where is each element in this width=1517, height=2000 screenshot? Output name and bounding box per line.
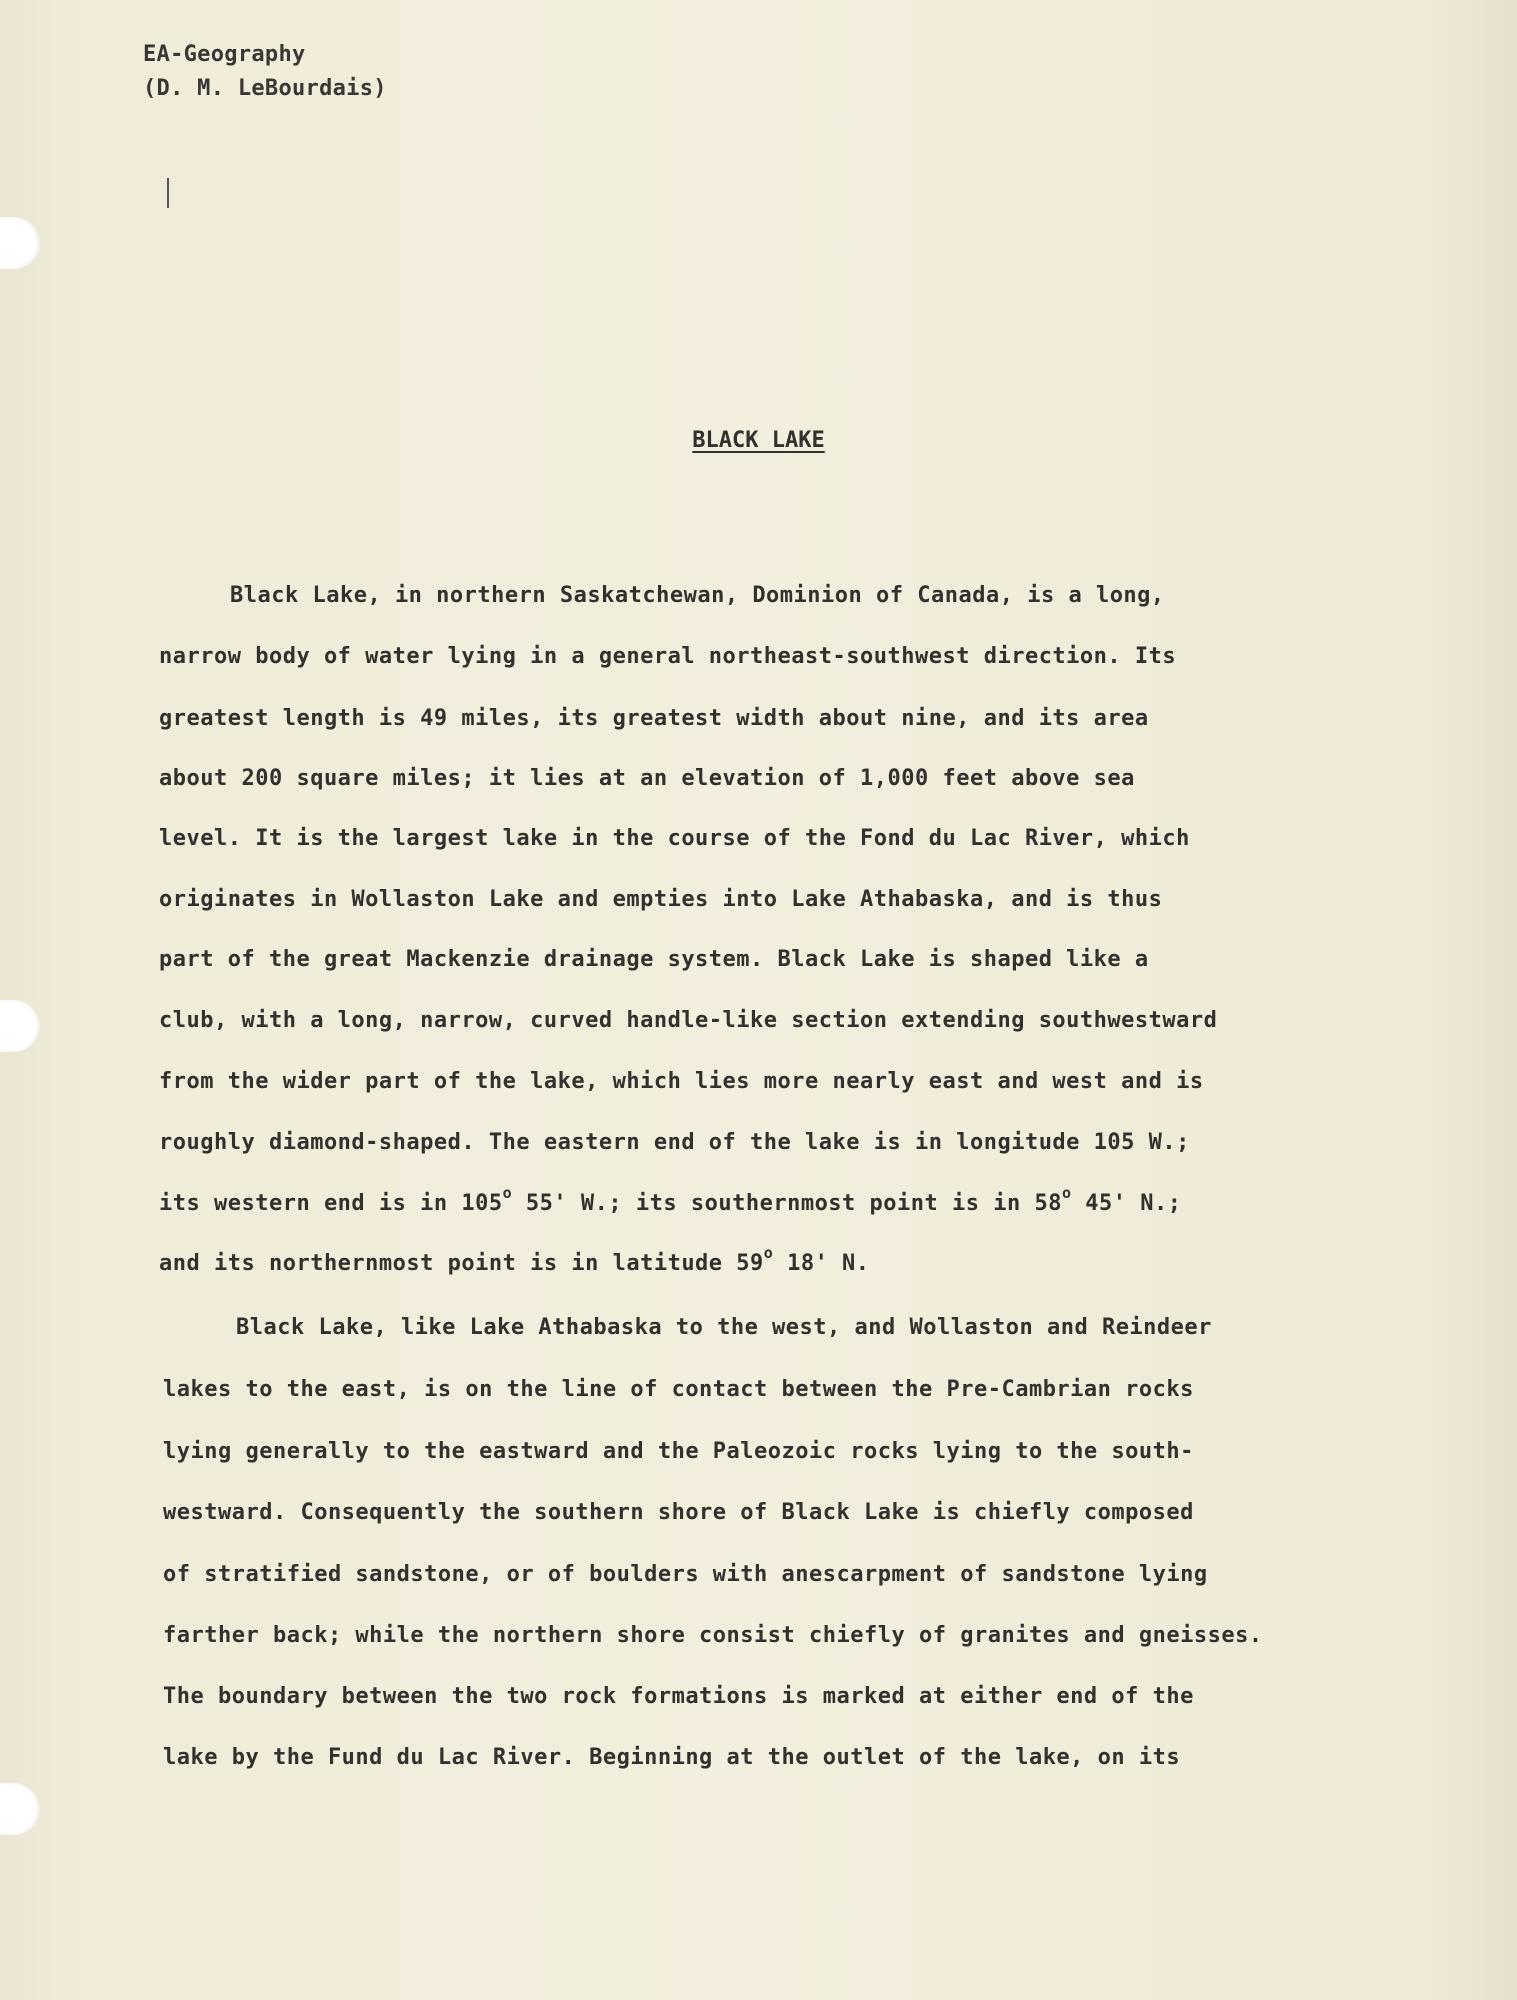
latitude-line (159, 1244, 870, 1276)
text-line: Black Lake, like Lake Athabaska to the west, and Wollaston and Reindeer (236, 1315, 1212, 1340)
document-title: BLACK LAKE (692, 428, 825, 453)
text-segment: 18' N. (773, 1251, 870, 1276)
text-segment: its western end is in 105 (159, 1191, 503, 1216)
document-header (143, 38, 387, 106)
binder-hole (0, 1000, 40, 1052)
text-line: lakes to the east, is on the line of contact between the Pre-Cambrian rocks (163, 1377, 1194, 1402)
header-category: EA-Geography (143, 42, 306, 67)
binder-hole (0, 1783, 40, 1835)
text-line: level. It is the largest lake in the course of the Fond du Lac River, which (159, 826, 1190, 851)
text-line: originates in Wollaston Lake and empties into Lake Athabaska, and is thus (159, 887, 1163, 912)
text-line: Black Lake, in northern Saskatchewan, Dominion of Canada, is a long, (230, 583, 1165, 608)
text-line: of stratified sandstone, or of boulders with anescarpment of sandstone lying (163, 1562, 1208, 1587)
text-line: greatest length is 49 miles, its greatest width about nine, and its area (159, 706, 1149, 731)
text-line: lake by the Fund du Lac River. Beginning at the outlet of the lake, on its (163, 1745, 1181, 1770)
text-line: part of the great Mackenzie drainage system. Black Lake is shaped like a (159, 947, 1149, 972)
binder-hole (0, 217, 40, 269)
text-line: from the wider part of the lake, which lies more nearly east and west and is (159, 1069, 1204, 1094)
header-author: (D. M. LeBourdais) (143, 76, 387, 101)
margin-mark (167, 178, 169, 208)
text-line: club, with a long, narrow, curved handle-like section extending southwestward (159, 1008, 1218, 1033)
text-segment: 45' N.; (1071, 1191, 1182, 1216)
text-line: about 200 square miles; it lies at an elevation of 1,000 feet above sea (159, 766, 1135, 791)
text-line: narrow body of water lying in a general northeast-southwest direction. Its (159, 644, 1177, 669)
text-line: lying generally to the eastward and the Paleozoic rocks lying to the south- (163, 1439, 1194, 1464)
degree-mark: o (763, 1244, 774, 1262)
text-line: farther back; while the northern shore consist chiefly of granites and gneisses. (163, 1623, 1263, 1648)
text-line: westward. Consequently the southern shore of Black Lake is chiefly composed (163, 1500, 1194, 1525)
degree-mark: o (1061, 1184, 1072, 1202)
text-segment: 55' W.; its southernmost point is in 58 (512, 1191, 1062, 1216)
coordinates-line (159, 1184, 1182, 1216)
text-segment: and its northernmost point is in latitude 59 (159, 1251, 764, 1276)
degree-mark: o (502, 1184, 513, 1202)
text-line: roughly diamond-shaped. The eastern end of the lake is in longitude 105 W.; (159, 1130, 1190, 1155)
text-line: The boundary between the two rock formations is marked at either end of the (163, 1684, 1194, 1709)
